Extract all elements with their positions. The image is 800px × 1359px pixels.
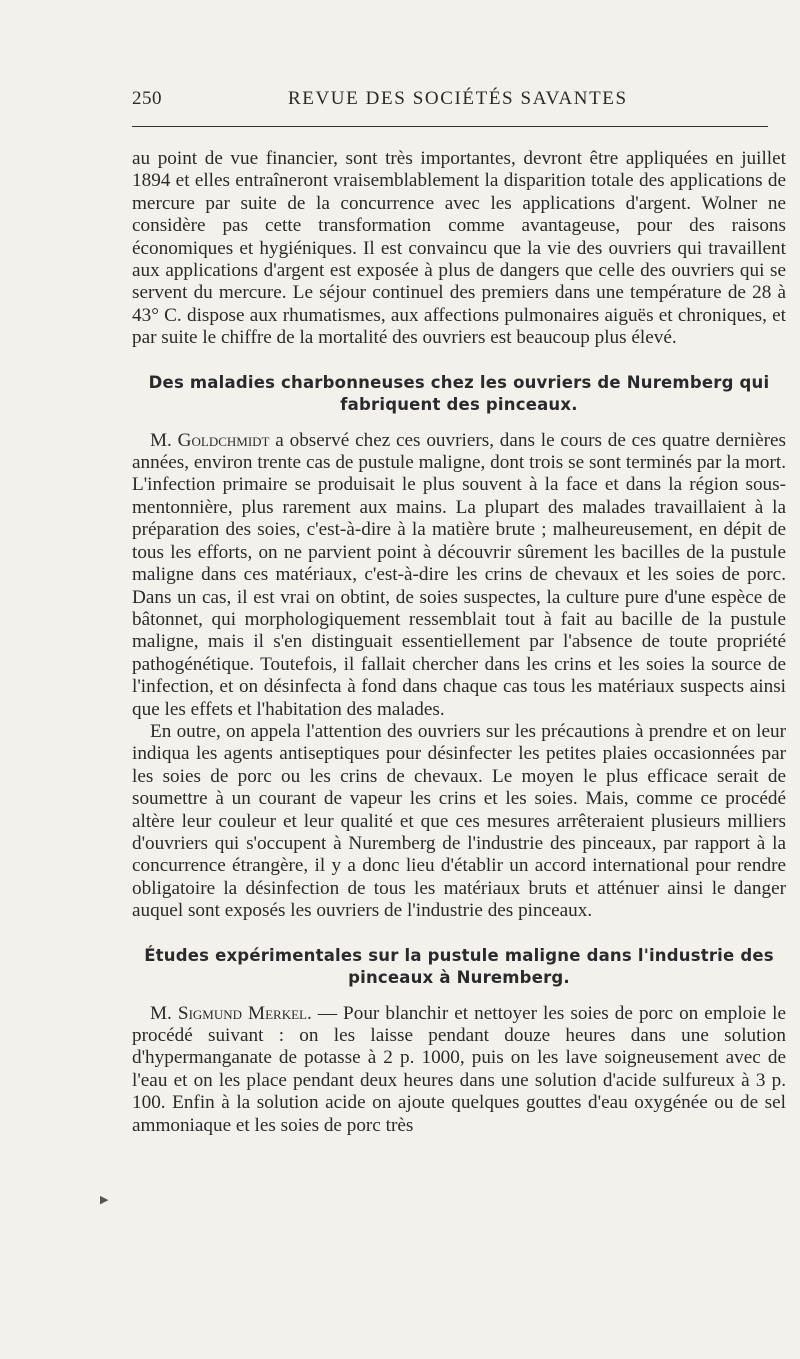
margin-mark: ▶ — [100, 1194, 109, 1206]
page-header — [132, 88, 768, 112]
author-name: M. Goldchmidt — [150, 429, 270, 451]
paragraph-4-text: — Pour blanchir et nettoyer les soies de porc on emploie le procédé suivant : on les laisse pendant douze heures dans une solution d'hypermanganate de potasse à 2 p. 1000, puis on les lave soigneusement avec de l'eau et on les place pendant deux heures dans une solution d'acide sulfureux à 3 p. 100. Enfin à la solution acide on ajoute quelques gouttes d'eau oxygénée ou de sel ammoniaque et les soies de porc très — [132, 1002, 786, 1136]
paragraph-2-text: a observé chez ces ouvriers, dans le cours de ces quatre dernières années, environ trente cas de pustule maligne, dont trois se sont terminés par la mort. L'infection primaire se produisait le plus souvent à la face et dans la région sous-mentonnière, plus rarement aux mains. La plupart des malades travaillaient à la préparation des soies, c'est-à-dire à la matière brute ; malheureusement, en dépit de tous les efforts, on ne parvient point à découvrir sûrement les bacilles de la pustule maligne dans ces matériaux, c'est-à-dire les crins de chevaux et les soies de porc. Dans un cas, il est vrai on obtint, de soies suspectes, la culture pure d'une espèce de bâtonnet, qui morphologiquement ressemblait tout à fait au bacille de la pustule maligne, mais il s'en distinguait essentiellement par l'absence de toute propriété pathogénétique. Toutefois, il fallait chercher dans les crins et les soies la source de l'infection, et on désinfecta à fond dans chaque cas tous les matériaux suspects ainsi que les effets et l'habitation des malades. — [132, 429, 786, 720]
paragraph-2 — [132, 430, 786, 721]
running-title: REVUE DES SOCIÉTÉS SAVANTES — [288, 88, 628, 109]
paragraph-4 — [132, 1003, 786, 1137]
page-number: 250 — [132, 88, 162, 109]
paragraph-1: au point de vue financier, sont très importantes, devront être appliquées en juillet 1894 et elles entraîneront vraisemblablement la disparition totale des applications de mercure par suite de la concurrence avec les applications d'argent. Wolner ne considère pas cette transformation comme avantageuse, pour des raisons économiques et hygiéniques. Il est convaincu que la vie des ouvriers qui travaillent aux applications d'argent est exposée à plus de dangers que celle des ouvriers qui se servent du mercure. Le séjour continuel des premiers dans une température de 28 à 43° C. dispose aux rhumatismes, aux affections pulmonaires aiguës et chroniques, et par suite le chiffre de la mortalité des ouvriers est beaucoup plus élevé. — [132, 148, 786, 349]
section-title-2: Études expérimentales sur la pustule maligne dans l'industrie des pinceaux à Nuremberg. — [144, 945, 774, 987]
article-body — [132, 148, 786, 1137]
author-name: M. Sigmund Merkel. — [150, 1002, 312, 1024]
paragraph-3: En outre, on appela l'attention des ouvriers sur les précautions à prendre et on leur indiqua les agents antiseptiques pour désinfecter les petites plaies occasionnées par les soies de porc ou les crins de chevaux. Le moyen le plus efficace serait de soumettre à un courant de vapeur les crins et les soies. Mais, comme ce procédé altère leur couleur et leur qualité et que ces mesures arrêteraient plusieurs milliers d'ouvriers qui s'occupent à Nuremberg de l'industrie des pinceaux, par rapport à la concurrence étrangère, il y a donc lieu d'établir un accord international pour rendre obligatoire la désinfection de tous les matériaux bruts et atténuer ainsi le danger auquel sont exposés les ouvriers de l'industrie des pinceaux. — [132, 720, 786, 922]
section-title-1: Des maladies charbonneuses chez les ouvriers de Nuremberg qui fabriquent des pinceaux. — [148, 372, 770, 414]
header-rule — [132, 126, 768, 127]
